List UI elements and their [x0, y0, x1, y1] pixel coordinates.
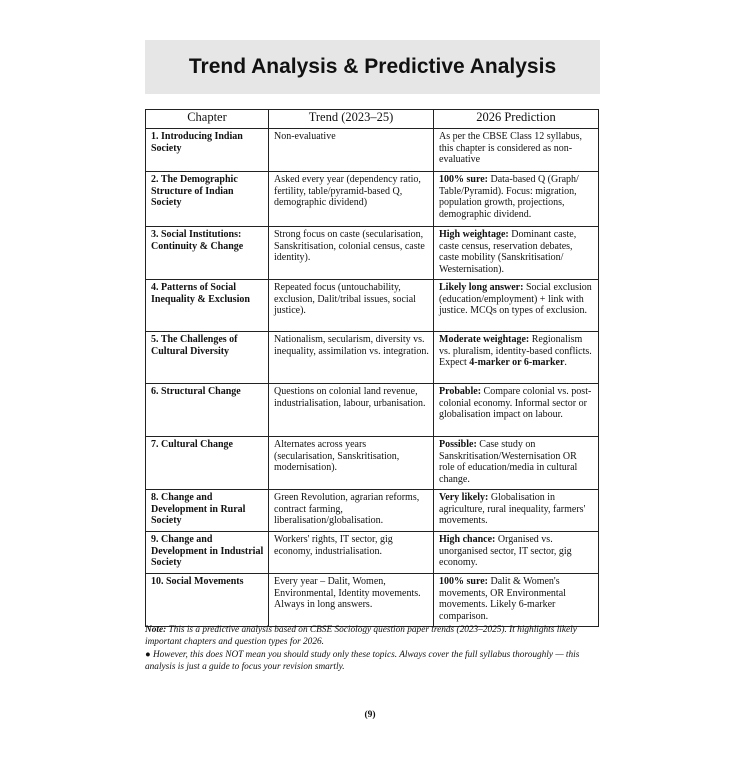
note-bullet: ● However, this does NOT mean you should study only these topics. Always cover the full syllabus thoroughly — this analysis is just a guide to focus your revision smartly.	[145, 650, 580, 672]
table-header-row	[146, 110, 599, 129]
prediction-cell: Moderate weightage: Regionalism vs. pluralism, identity-based conflicts. Expect 4-marker or 6-marker.	[434, 332, 599, 384]
page-title: Trend Analysis & Predictive Analysis	[188, 55, 557, 78]
prediction-cell: 100% sure: Data-based Q (Graph/ Table/Pyramid). Focus: migration, population growth, projections, demographic dividend.	[434, 172, 599, 227]
table-row	[146, 574, 599, 627]
chapter-cell: 4. Patterns of Social Inequality & Exclusion	[146, 280, 269, 332]
trend-cell: Every year – Dalit, Women, Environmental, Identity movements. Always in long answers.	[269, 574, 434, 627]
table-row	[146, 227, 599, 280]
page-number: (9)	[364, 710, 376, 720]
chapter-cell: 5. The Challenges of Cultural Diversity	[146, 332, 269, 384]
prediction-cell: Probable: Compare colonial vs. post-colonial economy. Informal sector or globalisation impact on labour.	[434, 384, 599, 437]
chapter-cell: 6. Structural Change	[146, 384, 269, 437]
chapter-cell: 8. Change and Development in Rural Society	[146, 490, 269, 532]
notes	[145, 625, 601, 675]
table-row	[146, 172, 599, 227]
prediction-cell: Very likely: Globalisation in agriculture, rural inequality, farmers' movements.	[434, 490, 599, 532]
prediction-cell: Possible: Case study on Sanskritisation/Westernisation OR role of education/media in cultural change.	[434, 437, 599, 490]
table-row	[146, 437, 599, 490]
trend-table	[145, 109, 599, 627]
chapter-cell: 2. The Demographic Structure of Indian Society	[146, 172, 269, 227]
prediction-cell: High chance: Organised vs. unorganised sector, IT sector, gig economy.	[434, 532, 599, 574]
note-paragraph	[145, 625, 601, 648]
trend-cell: Asked every year (dependency ratio, fertility, table/pyramid-based Q, demographic dividend)	[269, 172, 434, 227]
chapter-cell: 7. Cultural Change	[146, 437, 269, 490]
chapter-cell: 9. Change and Development in Industrial Society	[146, 532, 269, 574]
prediction-cell: As per the CBSE Class 12 syllabus, this chapter is considered as non-evaluative	[434, 129, 599, 172]
prediction-cell: 100% sure: Dalit & Women's movements, OR Environmental movements. Likely 6-marker comparison.	[434, 574, 599, 627]
trend-cell: Strong focus on caste (secularisation, Sanskritisation, colonial census, caste identity).	[269, 227, 434, 280]
header-chapter: Chapter	[146, 110, 269, 129]
note-text: This is a predictive analysis based on CBSE Sociology question paper trends (2023–2025). It highlights likely important chapters and question types for 2026.	[145, 625, 577, 647]
trend-cell: Questions on colonial land revenue, industrialisation, labour, urbanisation.	[269, 384, 434, 437]
trend-cell: Green Revolution, agrarian reforms, contract farming, liberalisation/globalisation.	[269, 490, 434, 532]
header-prediction: 2026 Prediction	[434, 110, 599, 129]
trend-cell: Non-evaluative	[269, 129, 434, 172]
trend-cell: Alternates across years (secularisation, Sanskritisation, modernisation).	[269, 437, 434, 490]
table-row	[146, 384, 599, 437]
table-row	[146, 332, 599, 384]
prediction-cell: High weightage: Dominant caste, caste census, reservation debates, caste mobility (Sanskritisation/ Westernisation).	[434, 227, 599, 280]
chapter-cell: 3. Social Institutions: Continuity & Change	[146, 227, 269, 280]
table-row	[146, 129, 599, 172]
note-label: Note:	[145, 625, 167, 635]
table-row	[146, 490, 599, 532]
prediction-cell: Likely long answer: Social exclusion (education/employment) + link with justice. MCQs on types of exclusion.	[434, 280, 599, 332]
trend-cell: Repeated focus (untouchability, exclusion, Dalit/tribal issues, social justice).	[269, 280, 434, 332]
trend-cell: Workers' rights, IT sector, gig economy, industrialisation.	[269, 532, 434, 574]
title-band	[145, 40, 600, 94]
table-row	[146, 532, 599, 574]
chapter-cell: 1. Introducing Indian Society	[146, 129, 269, 172]
table-row	[146, 280, 599, 332]
header-trend: Trend (2023–25)	[269, 110, 434, 129]
trend-cell: Nationalism, secularism, diversity vs. inequality, assimilation vs. integration.	[269, 332, 434, 384]
chapter-cell: 10. Social Movements	[146, 574, 269, 627]
